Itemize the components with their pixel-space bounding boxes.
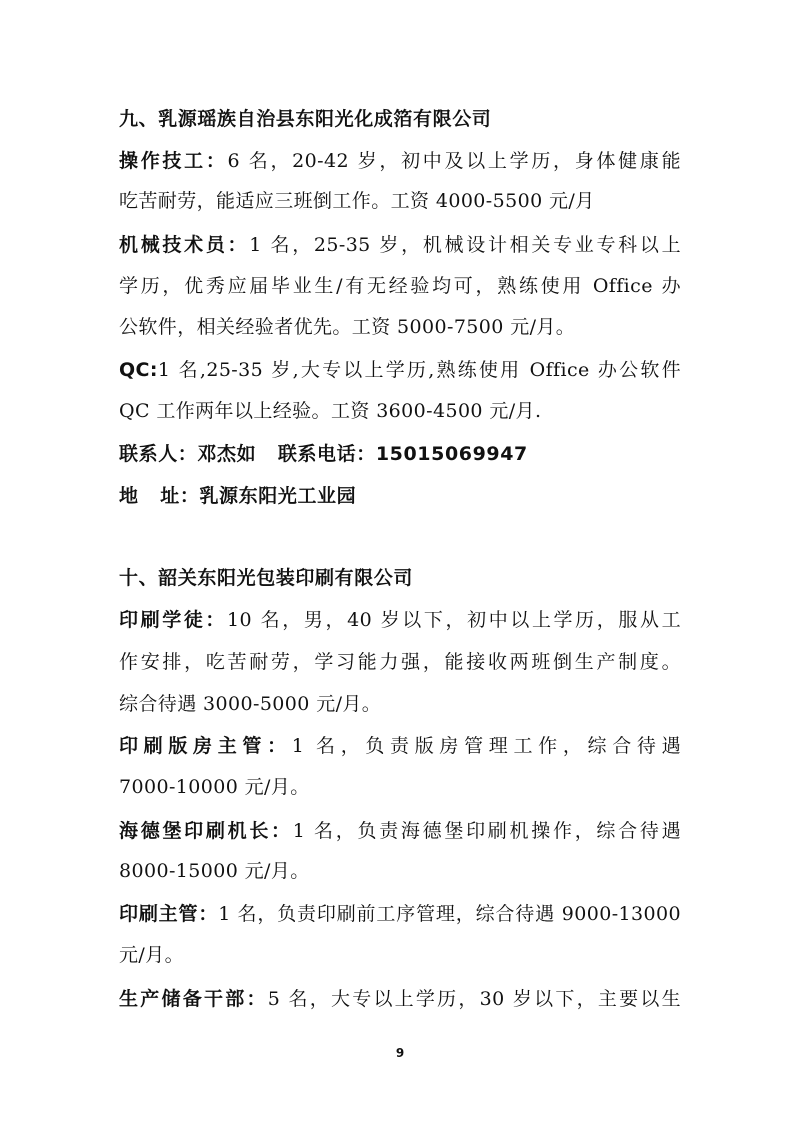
job-detail: 综合待遇 3000-5000 元/月。 — [119, 693, 382, 715]
job-detail: 元/月。 — [119, 944, 185, 966]
job-detail: 1 名，负责印刷前工序管理，综合待遇 9000-13000 — [218, 903, 681, 925]
job-detail: QC 工作两年以上经验。工资 3600-4500 元/月. — [119, 400, 542, 422]
job-detail: 6 名，20-42 岁，初中及以上学历，身体健康能 — [227, 150, 681, 172]
job-title: 生产储备干部： — [119, 988, 268, 1010]
section-title: 十、韶关东阳光包装印刷有限公司 — [119, 567, 414, 589]
job-detail: 1 名，负责海德堡印刷机操作，综合待遇 — [292, 820, 681, 842]
job-entry-line — [119, 141, 681, 181]
job-title: 印刷主管： — [119, 903, 219, 925]
job-detail: 1 名，负责版房管理工作，综合待遇 — [291, 735, 681, 757]
job-detail: 学历，优秀应届毕业生/有无经验均可，熟练使用 Office 办 — [119, 275, 681, 297]
job-detail: 8000-15000 元/月。 — [119, 860, 310, 882]
job-title: 印刷版房主管： — [119, 735, 292, 757]
job-title: 操作技工： — [119, 150, 228, 172]
job-title: QC: — [119, 359, 158, 381]
job-detail: 公软件，相关经验者优先。工资 5000-7500 元/月。 — [119, 316, 576, 338]
job-entry-line — [119, 894, 681, 934]
job-entry-line — [119, 979, 681, 1019]
section-title: 九、乳源瑶族自治县东阳光化成箔有限公司 — [119, 108, 492, 130]
job-detail: 10 名，男，40 岁以下，初中以上学历，服从工 — [227, 609, 681, 631]
page-number: 9 — [395, 1046, 405, 1060]
address-line: 地 址：乳源东阳光工业园 — [119, 485, 357, 507]
job-detail: 5 名，大专以上学历，30 岁以下，主要以生 — [267, 988, 681, 1010]
job-detail: 1 名，25-35 岁，机械设计相关专业专科以上 — [249, 234, 682, 256]
job-detail: 作安排，吃苦耐劳，学习能力强，能接收两班倒生产制度。 — [119, 651, 681, 673]
job-entry-line — [119, 811, 681, 851]
job-entry-line — [119, 600, 681, 640]
contact-line: 联系人：邓杰如 联系电话：15015069947 — [119, 443, 528, 465]
job-entry-line — [119, 350, 681, 390]
job-detail: 吃苦耐劳，能适应三班倒工作。工资 4000-5500 元/月 — [119, 190, 595, 212]
job-entry-line — [119, 225, 681, 265]
job-title: 机械技术员： — [119, 234, 250, 256]
job-detail: 7000-10000 元/月。 — [119, 776, 310, 798]
job-title: 印刷学徒： — [119, 609, 228, 631]
job-entry-line — [119, 726, 681, 766]
job-title: 海德堡印刷机长： — [119, 820, 293, 842]
job-detail: 1 名,25-35 岁,大专以上学历,熟练使用 Office 办公软件 — [157, 359, 681, 381]
